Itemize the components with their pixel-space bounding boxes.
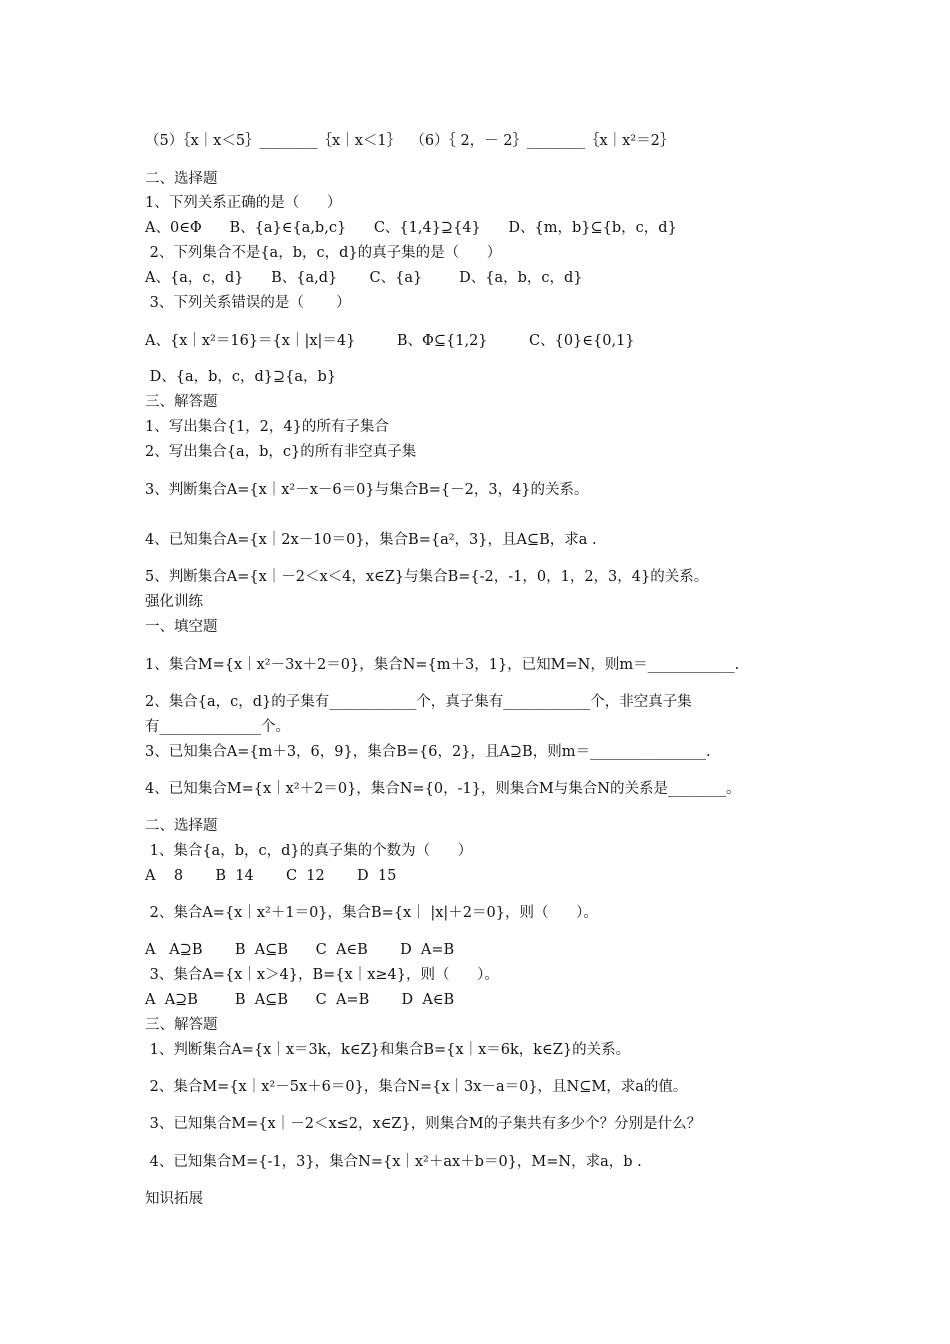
question-1-options: A、0∈Φ B、{a}∈{a,b,c} C、{1,4}⊇{4} D、{m，b}⊆{b，c，d}	[145, 220, 677, 236]
answer2-question-4: 4、已知集合M={-1，3}，集合N={x｜x²＋ax＋b＝0}，M=N，求a，b .	[145, 1154, 642, 1170]
answer-question-1: 1、写出集合{1，2，4}的所有子集合	[145, 419, 389, 435]
fill-question-4: 4、已知集合M={x｜x²＋2＝0}，集合N={0，-1}，则集合M与集合N的关系是________。	[145, 781, 741, 797]
choice2-question-3: 3、集合A={x｜x＞4}，B={x｜x≥4}，则（ ）。	[145, 967, 499, 983]
fill-blank-5-6: （5）｛x｜x＜5｝________｛x｜x＜1｝ （6）｛ 2，－ 2｝________｛x｜x²＝2｝	[145, 133, 675, 149]
choice2-question-2-options: A A⊇B B A⊆B C A∈B D A=B	[145, 942, 455, 958]
section-heading-answer-2: 三、解答题	[145, 1017, 218, 1033]
question-3-options-abc: A、{x｜x²＝16}＝{x｜|x|＝4} B、Φ⊆{1,2} C、{0}∈{0,1}	[145, 333, 635, 349]
heading-intensive-training: 强化训练	[145, 594, 203, 610]
question-1: 1、下列关系正确的是（ ）	[145, 195, 342, 211]
section-heading-choice: 二、选择题	[145, 171, 218, 187]
heading-knowledge-extension: 知识拓展	[145, 1191, 203, 1207]
choice2-question-1: 1、集合{a，b，c，d}的真子集的个数为（ ）	[145, 843, 473, 859]
answer-question-2: 2、写出集合{a，b，c}的所有非空真子集	[145, 444, 417, 460]
choice2-question-2: 2、集合A={x｜x²＋1＝0}，集合B={x｜ |x|＋2＝0}，则（ ）。	[145, 905, 598, 921]
question-2: 2、下列集合不是{a，b，c，d}的真子集的是（ ）	[145, 245, 502, 261]
fill-question-2: 2、集合{a，c，d}的子集有____________个，真子集有____________个，非空真子集	[145, 694, 692, 710]
section-heading-fill: 一、填空题	[145, 619, 218, 635]
answer2-question-1: 1、判断集合A={x｜x＝3k，k∈Z}和集合B={x｜x＝6k，k∈Z}的关系。	[145, 1042, 631, 1058]
answer-question-3: 3、判断集合A={x｜x²－x－6＝0}与集合B={－2，3，4}的关系。	[145, 482, 589, 498]
answer-question-4: 4、已知集合A={x｜2x－10＝0}，集合B={a²，3}，且A⊆B，求a .	[145, 532, 597, 548]
answer2-question-2: 2、集合M={x｜x²－5x＋6＝0}，集合N={x｜3x－a＝0}，且N⊆M，求a的值。	[145, 1079, 688, 1095]
question-2-options: A、{a，c，d} B、{a,d} C、{a} D、{a，b，c，d}	[145, 270, 583, 286]
fill-question-2-cont: 有______________个。	[145, 719, 290, 735]
answer2-question-3: 3、已知集合M={x｜－2＜x≤2，x∈Z}，则集合M的子集共有多少个？分别是什么？	[145, 1116, 702, 1132]
question-3-option-d: D、{a，b，c，d}⊇{a，b}	[145, 369, 337, 385]
section-heading-answer: 三、解答题	[145, 394, 218, 410]
choice2-question-3-options: A A⊇B B A⊆B C A=B D A∈B	[145, 992, 455, 1008]
question-3: 3、下列关系错误的是（ ）	[145, 295, 351, 311]
fill-question-3: 3、已知集合A={m＋3，6，9}，集合B={6，2}，且A⊇B，则m＝________________.	[145, 744, 711, 760]
choice2-question-1-options: A 8 B 14 C 12 D 15	[145, 868, 397, 884]
answer-question-5: 5、判断集合A={x｜－2＜x＜4，x∈Z}与集合B={-2，-1，0，1，2，3，4}的关系。	[145, 569, 709, 585]
section-heading-choice-2: 二、选择题	[145, 818, 218, 834]
fill-question-1: 1、集合M={x｜x²－3x＋2＝0}，集合N={m＋3，1}，已知M=N，则m＝____________.	[145, 657, 740, 673]
